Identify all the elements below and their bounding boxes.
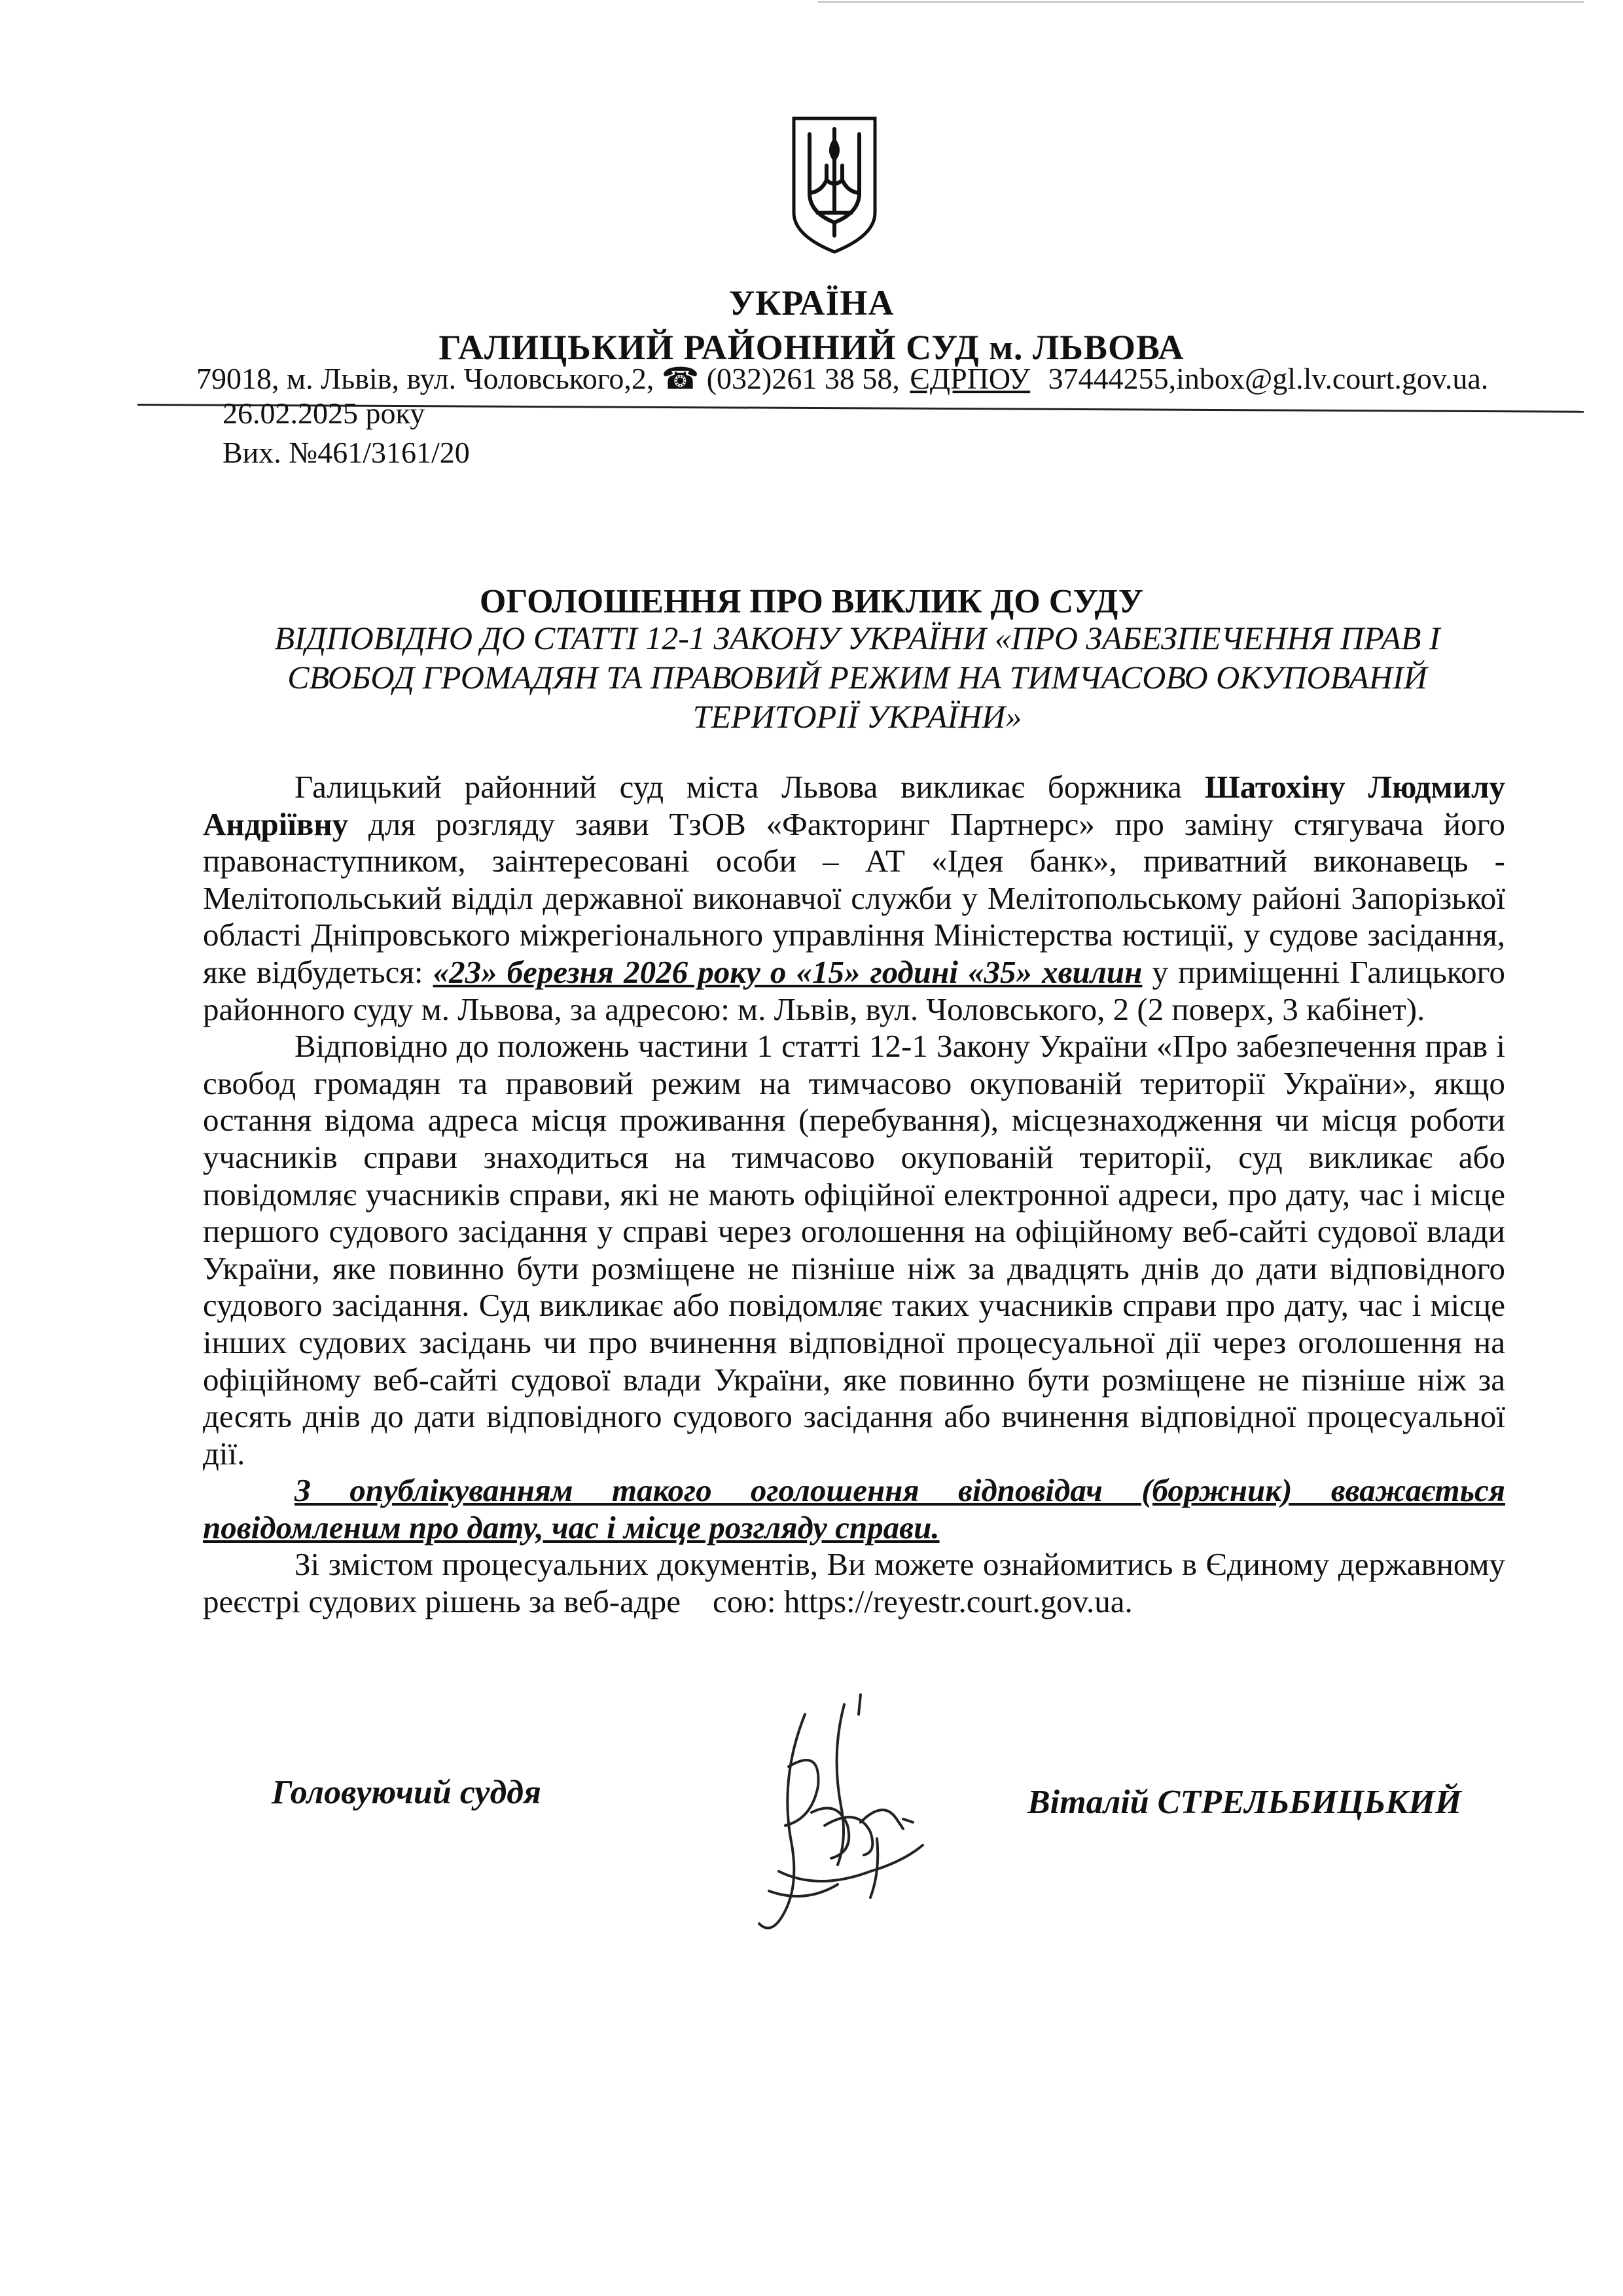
paragraph-notification-effect: З опублікуванням такого оголошення відповідач (боржник) вважається повідомленим про дату, час і місце розгляду справи.	[203, 1472, 1505, 1545]
judge-title: Головуючий суддя	[272, 1774, 541, 1811]
paragraph-legal-basis: Відповідно до положень частини 1 статті 12-1 Закону України «Про забезпечення прав і свобод громадян та правовий режим на тимчасово окупованій території України», якщо остання відома адреса місця проживання (перебування), місцезнаходження чи місця роботи учасників справи знаходиться на тимчасово окупованій території, суд викликає або повідомляє учасників справи, які не мають офіційної електронної адреси, про дату, час і місце першого судового засідання у справі через оголошення на офіційному веб-сайті судової влади України, яке повинно бути розміщене не пізніше ніж за двадцять днів до дати відповідного судового засідання. Суд викликає або повідомляє таких учасників справи про дату, час і місце інших судових засідань чи про вчинення відповідної процесуальної дії через оголошення на офіційному веб-сайті судової влади України, яке повинно бути розміщене не пізніше ніж за десять днів до дати відповідного судового засідання або вчинення відповідної процесуальної дії.	[203, 1028, 1505, 1472]
hearing-location: у приміщенні Галицького районного суду м. Львова, за адресою: м. Львів, вул. Чоловського, 2 (2 поверх, 3 кабінет).	[203, 953, 1505, 1027]
postal-address: 79018, м. Львів, вул. Чоловського,2,	[196, 362, 654, 395]
paragraph-registry-reference	[203, 1546, 1505, 1620]
announcement-subtitle: ВІДПОВІДНО ДО СТАТТІ 12-1 ЗАКОНУ УКРАЇНИ «ПРО ЗАБЕЗПЕЧЕННЯ ПРАВ І СВОБОД ГРОМАДЯН ТА ПРАВОВИЙ РЕЖИМ НА ТИМЧАСОВО ОКУПОВАНІЙ ТЕРИТОРІЇ УКРАЇНИ»	[274, 620, 1440, 735]
handwritten-signature	[707, 1675, 962, 1950]
paragraph-summons	[203, 769, 1505, 1028]
outgoing-number: Вих. №461/3161/20	[223, 436, 470, 469]
scan-artifact-line	[818, 1, 1584, 3]
hearing-datetime: «23» березня 2026 року о «15» годині «35» хвилин	[433, 953, 1143, 990]
registry-url: сою: https://reyestr.court.gov.ua.	[713, 1583, 1133, 1620]
phone-number: (032)261 38 58	[706, 362, 893, 395]
court-name-heading: ГАЛИЦЬКИЙ РАЙОННИЙ СУД м. ЛЬВОВА	[438, 328, 1185, 367]
announcement-title: ОГОЛОШЕННЯ ПРО ВИКЛИК ДО СУДУ	[479, 583, 1144, 620]
debtor-name: Шатохіну Людмилу Андріївну	[203, 769, 1505, 842]
document-date: 26.02.2025 року	[223, 397, 425, 430]
country-heading: УКРАЇНА	[728, 283, 895, 323]
trident-emblem-icon	[789, 115, 880, 255]
judge-name: Віталій СТРЕЛЬБИЦЬКИЙ	[1027, 1784, 1462, 1821]
announcement-body	[203, 769, 1505, 1621]
telephone-icon: ☎	[661, 362, 700, 395]
court-contacts-line: 79018, м. Львів, вул. Чоловського,2, ☎ (032)261 38 58, ЄДРПОУ 37444255,inbox@gl.lv.court.gov.ua.	[196, 356, 1610, 402]
summons-intro: Галицький районний суд міста Львова викликає боржника	[294, 769, 1205, 805]
edrpou-and-email: 37444255,inbox@gl.lv.court.gov.ua.	[1048, 362, 1489, 395]
summons-details: для розгляду заяви ТзОВ «Факторинг Партнерс» про заміну стягувача його правонаступником, заінтересовані особи – АТ «Ідея банк», приватний виконавець - Мелітопольський відділ державної виконавчої служби у Мелітопольському районі Запорізької області Дніпровського міжрегіонального управління Міністерства юстиції, у судове засідання, яке відбудеться:	[203, 805, 1505, 990]
edrpou-label: ЄДРПОУ	[910, 362, 1031, 395]
registry-text: Зі змістом процесуальних документів, Ви можете ознайомитись в Єдиному державному реєстрі судових рішень за веб-адре	[203, 1546, 1505, 1620]
